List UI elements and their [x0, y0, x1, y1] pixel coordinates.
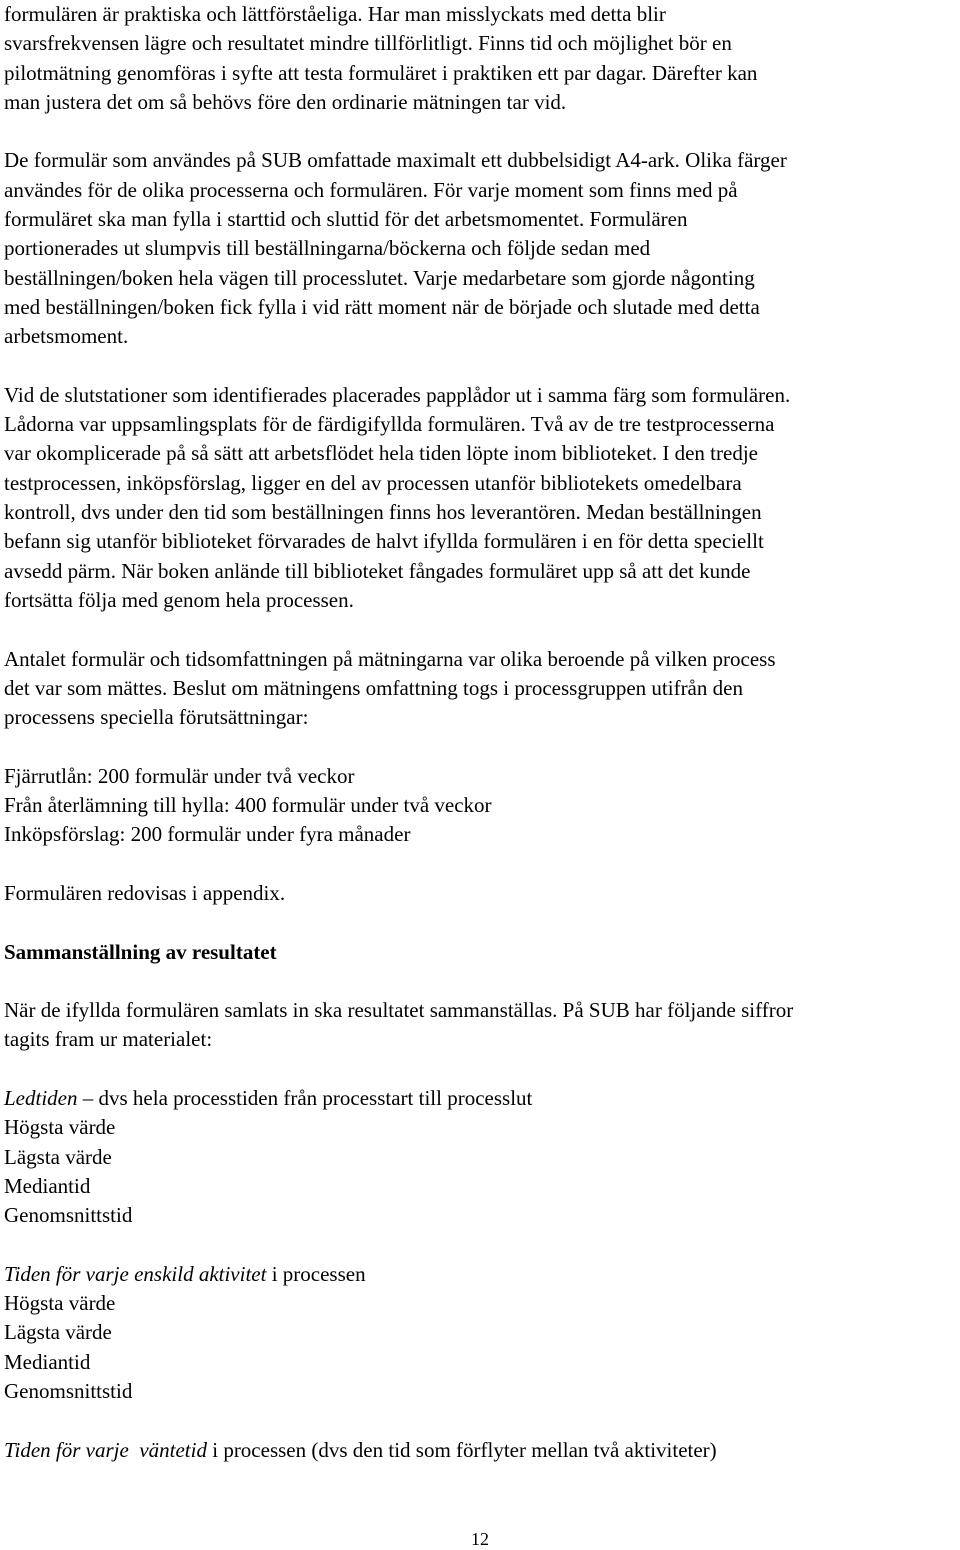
- list-item: Lägsta värde: [4, 1320, 112, 1345]
- list-item: Inköpsförslag: 200 formulär under fyra månader: [4, 822, 411, 847]
- page-number: 12: [471, 1529, 489, 1549]
- process-list: [4, 762, 958, 850]
- list-item: Genomsnittstid: [4, 1203, 133, 1228]
- text-line: pilotmätning genomföras i syfte att testa formuläret i praktiken ett par dagar. Därefter kan: [4, 60, 758, 85]
- lead-time-block: [4, 1084, 958, 1230]
- lead-time-heading: [4, 1084, 958, 1113]
- text-line: man justera det om så behövs före den ordinarie mätningen tar vid.: [4, 89, 567, 114]
- text-line: beställningen/boken hela vägen till processlutet. Varje medarbetare som gjorde någonting: [4, 265, 755, 290]
- text-line: befann sig utanför biblioteket förvarades de halvt ifyllda formulären i en för detta speciellt: [4, 529, 764, 554]
- list-item: Mediantid: [4, 1349, 91, 1374]
- text-line: Lådorna var uppsamlingsplats för de färdigifyllda formulären. Två av de tre testprocesserna: [4, 412, 775, 437]
- waiting-time-term: Tiden för varje väntetid: [4, 1437, 207, 1462]
- text-line: användes för de olika processerna och formulären. För varje moment som finns med på: [4, 177, 738, 202]
- text-line: Formulären redovisas i appendix.: [4, 880, 286, 905]
- text-line: var okomplicerade på så sätt att arbetsflödet hela tiden löpte inom biblioteket. I den tredje: [4, 441, 758, 466]
- text-line: När de ifyllda formulären samlats in ska resultatet sammanställas. På SUB har följande siffror: [4, 998, 794, 1023]
- text-line: processens speciella förutsättningar:: [4, 705, 309, 730]
- text-line: kontroll, dvs under den tid som beställningen finns hos leverantören. Medan beställningen: [4, 500, 762, 525]
- list-item: Mediantid: [4, 1173, 91, 1198]
- list-item: Fjärrutlån: 200 formulär under två veckor: [4, 763, 355, 788]
- text-line: fortsätta följa med genom hela processen.: [4, 587, 354, 612]
- paragraph-appendix: [4, 879, 958, 908]
- text-line: det var som mättes. Beslut om mätningens omfattning togs i processgruppen utifrån den: [4, 675, 743, 700]
- list-item: Lägsta värde: [4, 1144, 112, 1169]
- list-item: Genomsnittstid: [4, 1378, 133, 1403]
- text-line: testprocessen, inköpsförslag, ligger en del av processen utanför bibliotekets omedelbara: [4, 470, 742, 495]
- section-heading: Sammanställning av resultatet: [4, 939, 277, 964]
- text-line: svarsfrekvensen lägre och resultatet mindre tillförlitligt. Finns tid och möjlighet bör en: [4, 31, 732, 56]
- activity-time-term: Tiden för varje enskild aktivitet: [4, 1261, 267, 1286]
- text-line: De formulär som användes på SUB omfattade maximalt ett dubbelsidigt A4-ark. Olika färger: [4, 148, 787, 173]
- activity-time-block: [4, 1260, 958, 1406]
- text-line: Vid de slutstationer som identifierades placerades papplådor ut i samma färg som formulären.: [4, 382, 791, 407]
- document-page: [4, 0, 958, 1494]
- waiting-time-block: [4, 1436, 958, 1465]
- activity-time-description: i processen: [266, 1261, 366, 1286]
- paragraph-results-intro: [4, 996, 958, 1055]
- list-item: Från återlämning till hylla: 400 formulär under två veckor: [4, 793, 492, 818]
- text-line: med beställningen/boken fick fylla i vid rätt moment när de började och slutade med detta: [4, 294, 760, 319]
- list-item: Högsta värde: [4, 1291, 116, 1316]
- waiting-time-heading: [4, 1436, 958, 1465]
- paragraph-sub-forms: [4, 146, 958, 351]
- lead-time-term: Ledtiden: [4, 1085, 78, 1110]
- text-line: avsedd pärm. När boken anlände till biblioteket fångades formuläret upp så att det kunde: [4, 558, 751, 583]
- paragraph-survey-forms: [4, 0, 958, 117]
- lead-time-description: – dvs hela processtiden från processtart till processlut: [77, 1085, 533, 1110]
- paragraph-end-stations: [4, 381, 958, 615]
- paragraph-measurement-scope: [4, 645, 958, 733]
- text-line: Antalet formulär och tidsomfattningen på mätningarna var olika beroende på vilken process: [4, 646, 776, 671]
- text-line: arbetsmoment.: [4, 324, 129, 349]
- activity-time-heading: [4, 1260, 958, 1289]
- text-line: portionerades ut slumpvis till beställningarna/böckerna och följde sedan med: [4, 236, 651, 261]
- text-line: tagits fram ur materialet:: [4, 1027, 213, 1052]
- text-line: formulären är praktiska och lättförståeliga. Har man misslyckats med detta blir: [4, 2, 666, 26]
- waiting-time-description: i processen (dvs den tid som förflyter mellan två aktiviteter): [206, 1437, 717, 1462]
- text-line: formuläret ska man fylla i starttid och sluttid för det arbetsmomentet. Formulären: [4, 207, 688, 232]
- list-item: Högsta värde: [4, 1115, 116, 1140]
